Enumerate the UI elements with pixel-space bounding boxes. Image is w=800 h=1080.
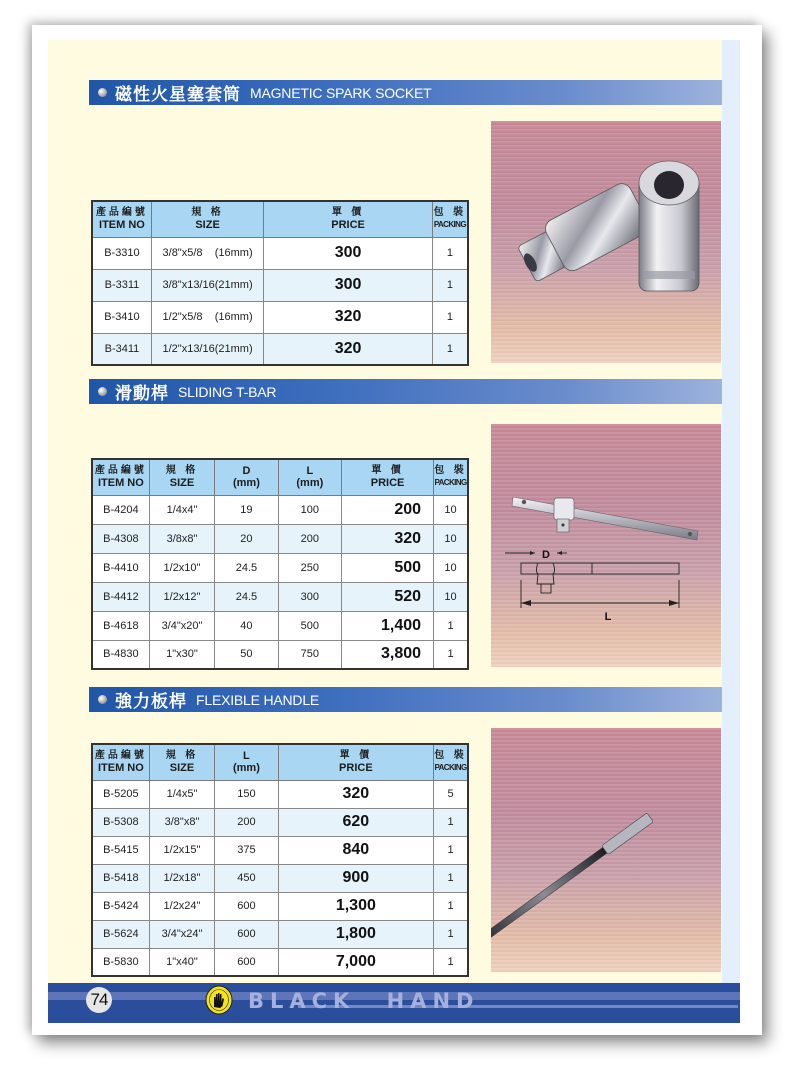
item-no: B-3311 — [92, 269, 151, 301]
col-header-packing: 包 裝 PACKING — [434, 459, 468, 495]
section-title-en: FLEXIBLE HANDLE — [196, 691, 320, 708]
col-header-packing: 包 裝 PACKING — [432, 201, 468, 237]
section-header-sliding-t-bar — [89, 379, 722, 404]
col-header-item-no: 產品編號 ITEM NO — [92, 744, 149, 780]
table-row — [92, 836, 468, 864]
price: 520 — [342, 582, 434, 611]
magnetic-spark-socket-table — [91, 200, 469, 366]
table-row — [92, 582, 468, 611]
table-row — [92, 269, 468, 301]
l-mm: 600 — [215, 948, 278, 976]
col-header-d: D (mm) — [215, 459, 278, 495]
packing: 1 — [434, 640, 468, 669]
size: 3/4"x20" — [149, 611, 214, 640]
table-header-row — [92, 201, 468, 237]
sliding-t-bar-photo — [491, 424, 721, 667]
size: 1/4x4" — [149, 495, 214, 524]
item-no: B-5830 — [92, 948, 149, 976]
col-header-size: 規 格 SIZE — [149, 459, 214, 495]
table-row — [92, 920, 468, 948]
packing: 1 — [434, 836, 468, 864]
price: 1,800 — [278, 920, 433, 948]
table-row — [92, 892, 468, 920]
packing: 1 — [434, 808, 468, 836]
flexible-handle-illustration — [491, 728, 721, 972]
magnetic-spark-socket-photo — [491, 121, 721, 363]
flexible-handle-photo — [491, 728, 721, 972]
size: 1/2x15" — [149, 836, 214, 864]
l-mm: 375 — [215, 836, 278, 864]
item-no: B-3411 — [92, 333, 151, 365]
item-no: B-3310 — [92, 237, 151, 269]
col-header-packing: 包 裝 PACKING — [434, 744, 468, 780]
item-no: B-5415 — [92, 836, 149, 864]
svg-text:D: D — [542, 549, 550, 561]
packing: 1 — [434, 948, 468, 976]
price: 7,000 — [278, 948, 433, 976]
t-bar-illustration — [491, 424, 721, 667]
table-row — [92, 301, 468, 333]
table-row — [92, 611, 468, 640]
packing: 10 — [434, 553, 468, 582]
l-mm: 500 — [278, 611, 341, 640]
l-mm: 300 — [278, 582, 341, 611]
l-mm: 150 — [215, 780, 278, 808]
page-number: 74 — [86, 987, 112, 1013]
size: 1"x30" — [149, 640, 214, 669]
col-header-l: L (mm) — [278, 459, 341, 495]
item-no: B-5424 — [92, 892, 149, 920]
section-title-en: MAGNETIC SPARK SOCKET — [250, 84, 432, 101]
spark-socket-illustration — [491, 121, 721, 363]
price: 300 — [264, 237, 433, 269]
bullet-icon — [98, 387, 107, 396]
col-header-price: 單 價 PRICE — [264, 201, 433, 237]
table-row — [92, 780, 468, 808]
section-title-zh: 磁性火星塞套筒 — [115, 85, 241, 105]
col-header-l: L (mm) — [215, 744, 278, 780]
price: 3,800 — [342, 640, 434, 669]
bullet-icon — [98, 695, 107, 704]
price: 320 — [264, 301, 433, 333]
price: 840 — [278, 836, 433, 864]
packing: 1 — [432, 333, 468, 365]
table-row — [92, 640, 468, 669]
packing: 1 — [432, 269, 468, 301]
section-header-flexible-handle — [89, 687, 722, 712]
item-no: B-4308 — [92, 524, 149, 553]
l-mm: 200 — [215, 808, 278, 836]
size: 1/2x10" — [149, 553, 214, 582]
table-header-row — [92, 459, 468, 495]
packing: 5 — [434, 780, 468, 808]
l-mm: 250 — [278, 553, 341, 582]
packing: 1 — [434, 892, 468, 920]
section-title-zh: 強力板桿 — [115, 692, 187, 712]
item-no: B-4410 — [92, 553, 149, 582]
section-title-en: SLIDING T-BAR — [178, 383, 277, 400]
table-row — [92, 237, 468, 269]
black-hand-logo-icon — [205, 985, 233, 1015]
svg-text:L: L — [604, 611, 612, 623]
d-mm: 40 — [215, 611, 278, 640]
packing: 1 — [432, 301, 468, 333]
panel-edge-strip — [722, 40, 740, 985]
flexible-handle-table — [91, 743, 469, 977]
item-no: B-5624 — [92, 920, 149, 948]
price: 620 — [278, 808, 433, 836]
l-mm: 600 — [215, 920, 278, 948]
col-header-item-no: 產品編號 ITEM NO — [92, 201, 151, 237]
item-no: B-4618 — [92, 611, 149, 640]
col-header-size: 規 格 SIZE — [151, 201, 263, 237]
d-mm: 24.5 — [215, 553, 278, 582]
packing: 10 — [434, 582, 468, 611]
price: 500 — [342, 553, 434, 582]
l-mm: 750 — [278, 640, 341, 669]
footer-band — [48, 983, 740, 1023]
col-header-item-no: 產品編號 ITEM NO — [92, 459, 149, 495]
price: 1,400 — [342, 611, 434, 640]
col-header-price: 單 價 PRICE — [342, 459, 434, 495]
table-row — [92, 553, 468, 582]
packing: 10 — [434, 495, 468, 524]
d-mm: 24.5 — [215, 582, 278, 611]
price: 320 — [342, 524, 434, 553]
price: 1,300 — [278, 892, 433, 920]
table-row — [92, 495, 468, 524]
col-header-size: 規 格 SIZE — [149, 744, 214, 780]
price: 320 — [264, 333, 433, 365]
size: 1/2x12" — [149, 582, 214, 611]
packing: 1 — [434, 920, 468, 948]
size: 3/8"x8" — [149, 808, 214, 836]
price: 300 — [264, 269, 433, 301]
brand-wordmark: BLACK HAND — [248, 989, 480, 1013]
item-no: B-5308 — [92, 808, 149, 836]
l-mm: 200 — [278, 524, 341, 553]
col-header-price: 單 價 PRICE — [278, 744, 433, 780]
table-row — [92, 524, 468, 553]
size: 1/4x5" — [149, 780, 214, 808]
size: 3/8"x5/8 (16mm) — [151, 237, 263, 269]
item-no: B-5205 — [92, 780, 149, 808]
sliding-t-bar-table — [91, 458, 469, 670]
table-header-row — [92, 744, 468, 780]
section-header-magnetic-spark-socket — [89, 80, 722, 105]
d-mm: 50 — [215, 640, 278, 669]
d-mm: 19 — [215, 495, 278, 524]
l-mm: 450 — [215, 864, 278, 892]
size: 1/2"x5/8 (16mm) — [151, 301, 263, 333]
item-no: B-4204 — [92, 495, 149, 524]
item-no: B-5418 — [92, 864, 149, 892]
table-row — [92, 808, 468, 836]
size: 1/2x18" — [149, 864, 214, 892]
price: 320 — [278, 780, 433, 808]
table-row — [92, 864, 468, 892]
section-title-zh: 滑動桿 — [115, 384, 169, 404]
packing: 1 — [434, 611, 468, 640]
table-row — [92, 948, 468, 976]
packing: 1 — [432, 237, 468, 269]
table-row — [92, 333, 468, 365]
size: 1/2x24" — [149, 892, 214, 920]
packing: 1 — [434, 864, 468, 892]
size: 1"x40" — [149, 948, 214, 976]
size: 1/2"x13/16(21mm) — [151, 333, 263, 365]
bullet-icon — [98, 88, 107, 97]
price: 200 — [342, 495, 434, 524]
item-no: B-4412 — [92, 582, 149, 611]
item-no: B-4830 — [92, 640, 149, 669]
packing: 10 — [434, 524, 468, 553]
item-no: B-3410 — [92, 301, 151, 333]
l-mm: 600 — [215, 892, 278, 920]
size: 3/4"x24" — [149, 920, 214, 948]
l-mm: 100 — [278, 495, 341, 524]
price: 900 — [278, 864, 433, 892]
d-mm: 20 — [215, 524, 278, 553]
size: 3/8"x13/16(21mm) — [151, 269, 263, 301]
size: 3/8x8" — [149, 524, 214, 553]
